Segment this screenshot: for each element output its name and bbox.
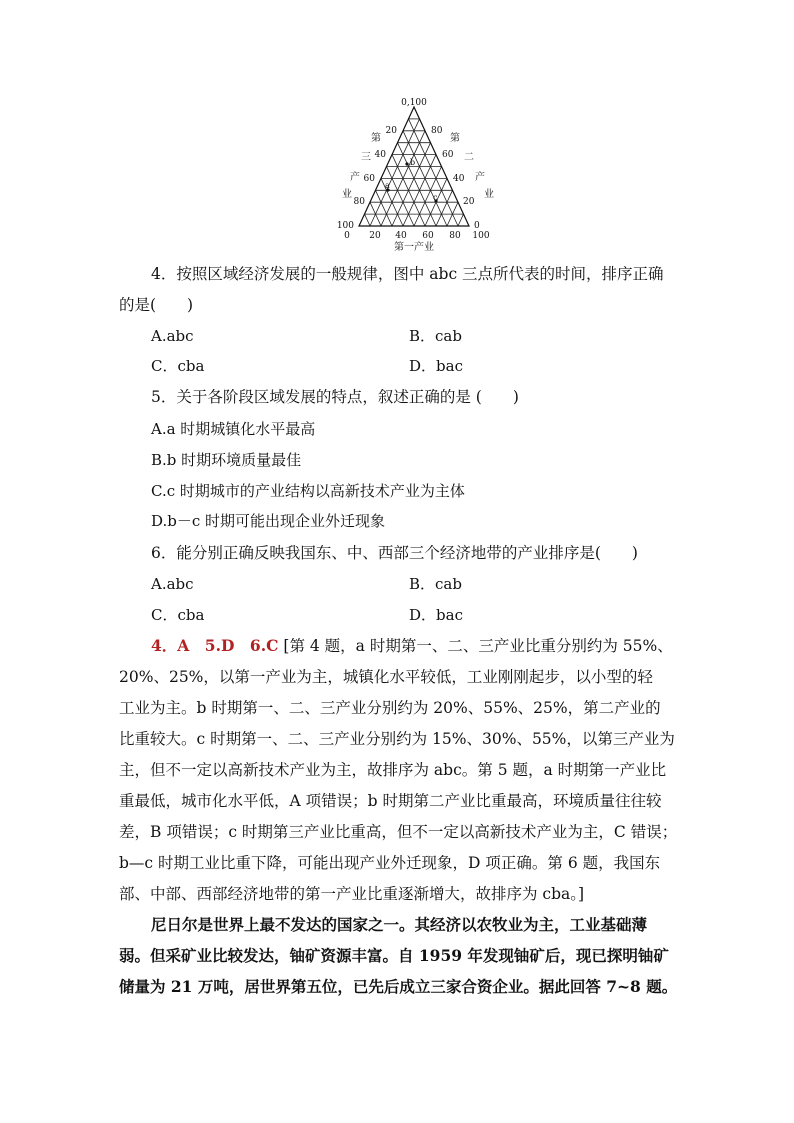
- bottom-tick: 80: [449, 231, 461, 241]
- right-tick: 80: [431, 126, 443, 136]
- bottom-tick: 20: [369, 231, 381, 241]
- bottom-tick: 100: [472, 231, 490, 241]
- q4-stem-line2: 的是( ): [119, 296, 194, 314]
- q4-stem-line1: 4．按照区域经济发展的一般规律，图中 abc 三点所代表的时间，排序正确: [151, 265, 664, 283]
- q5-stem: 5．关于各阶段区域发展的特点，叙述正确的是 ( ): [151, 388, 519, 406]
- left-tick: 60: [363, 174, 375, 184]
- grid-line: [365, 214, 371, 226]
- q5-option-b: B.b 时期环境质量最佳: [151, 451, 302, 469]
- passage-line: 弱。但采矿业比较发达，铀矿资源丰富。自 1959 年发现铀矿后，现已探明铀矿: [119, 946, 669, 965]
- left-tick: 40: [374, 150, 386, 160]
- grid-line: [458, 214, 464, 226]
- bottom-tick: 40: [395, 231, 407, 241]
- bottom-axis-label: 第一产业: [394, 242, 434, 253]
- q6-option-c: C．cba: [151, 606, 205, 624]
- answer-key: 4．A 5.D 6.C: [151, 636, 279, 655]
- answer-line: b—c 时期工业比重下降，可能出现产业外迁现象，D 项正确。第 6 题，我国东: [119, 854, 661, 872]
- passage-line: 储量为 21 万吨，居世界第五位，已先后成立三家合资企业。据此回答 7~8 题。: [119, 977, 678, 996]
- q6-option-d: D．bac: [409, 606, 463, 624]
- q5-option-c: C.c 时期城市的产业结构以高新技术产业为主体: [151, 482, 465, 500]
- answer-line: 比重较大。c 时期第一、二、三产业分别约为 15%、30%、55%，以第三产业为: [119, 730, 675, 748]
- left-axis-char: 三: [361, 152, 371, 163]
- left-axis-char: 业: [342, 189, 352, 200]
- ternary-diagram: [330, 95, 500, 253]
- left-tick: 100: [336, 221, 354, 231]
- answer-line: 差，B 项错误；c 时期第三产业比重高，但不一定以高新技术产业为主，C 错误；: [119, 823, 678, 841]
- point-label-b: b: [410, 158, 416, 167]
- top-label: 0,100: [401, 98, 427, 108]
- answer-line: 重最低，城市化水平低，A 项错误；b 时期第二产业比重最高，环境质量往往较: [119, 792, 662, 810]
- right-tick: 60: [442, 150, 454, 160]
- left-axis-char: 产: [350, 172, 360, 183]
- grid-line: [392, 143, 431, 226]
- left-tick: 80: [353, 197, 365, 207]
- q5-option-a: A.a 时期城镇化水平最高: [151, 420, 316, 438]
- answer-line: 工业为主。b 时期第一、二、三产业分别约为 20%、55%、25%，第二产业的: [119, 699, 661, 717]
- answer-line: 20%、25%，以第一产业为主，城镇化水平较低，工业刚刚起步，以小型的轻: [119, 668, 653, 686]
- q4-option-c: C．cba: [151, 357, 205, 375]
- right-tick: 20: [463, 197, 475, 207]
- right-tick: 0: [474, 221, 480, 231]
- right-axis-char: 二: [464, 152, 474, 163]
- answer-explanation-start: [第 4 题，a 时期第一、二、三产业比重分别约为 55%、: [283, 637, 673, 655]
- q6-stem: 6．能分别正确反映我国东、中、西部三个经济地带的产业排序是( ): [151, 544, 638, 562]
- point-label-c: c: [433, 193, 438, 202]
- answer-line: 部、中部、西部经济地带的第一产业比重逐渐增大，故排序为 cba。]: [119, 885, 585, 903]
- left-tick: 20: [385, 126, 397, 136]
- left-axis-char: 第: [371, 133, 381, 144]
- right-axis-char: 第: [450, 133, 460, 144]
- point-label-a: a: [385, 181, 390, 190]
- right-axis-char: 业: [484, 189, 494, 200]
- right-tick: 40: [453, 174, 465, 184]
- bottom-tick: 60: [422, 231, 434, 241]
- point-b: [405, 162, 408, 165]
- q5-option-d: D.b－c 时期可能出现企业外迁现象: [151, 512, 386, 530]
- q4-option-b: B．cab: [409, 327, 462, 345]
- bottom-tick: 0: [344, 231, 350, 241]
- q4-option-a: A.abc: [151, 327, 194, 345]
- q6-option-a: A.abc: [151, 575, 194, 593]
- grid-line: [398, 143, 437, 226]
- answer-line: 主，但不一定以高新技术产业为主，故排序为 abc。第 5 题，a 时期第一产业比: [119, 761, 667, 779]
- answer-line-1: [151, 636, 673, 656]
- q6-option-b: B．cab: [409, 575, 462, 593]
- grid-line: [387, 167, 415, 227]
- q4-option-d: D．bac: [409, 357, 463, 375]
- passage-line: 尼日尔是世界上最不发达的国家之一。其经济以农牧业为主，工业基础薄: [151, 915, 648, 934]
- right-axis-char: 产: [475, 172, 485, 183]
